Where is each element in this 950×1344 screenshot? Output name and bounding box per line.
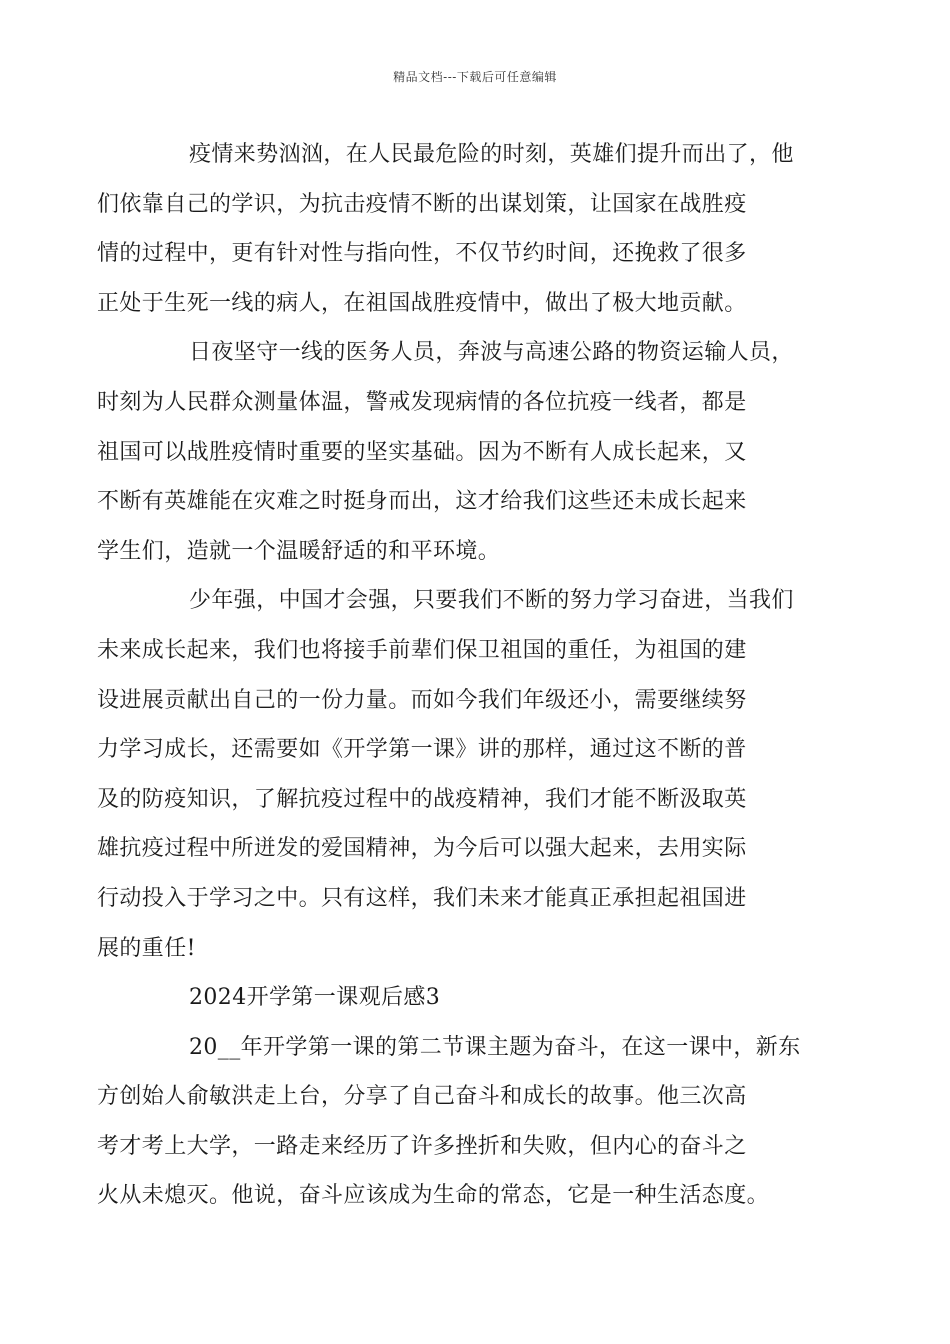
- text-line: 学生们，造就一个温暖舒适的和平环境。: [97, 538, 501, 564]
- text-line: 及的防疫知识，了解抗疫过程中的战疫精神，我们才能不断汲取英: [97, 786, 747, 812]
- page-header: 精品文档---下载后可任意编辑: [393, 70, 557, 84]
- text-line: 疫情来势汹汹，在人民最危险的时刻，英雄们提升而出了，他: [189, 142, 794, 167]
- paragraph-2: [97, 328, 807, 576]
- text-line: 未来成长起来，我们也将接手前辈们保卫祖国的重任，为祖国的建: [97, 637, 747, 663]
- text-line: 雄抗疫过程中所迸发的爱国精神，为今后可以强大起来，去用实际: [97, 836, 747, 862]
- text-line: 设进展贡献出自己的一份力量。而如今我们年级还小，需要继续努: [97, 687, 747, 713]
- text-line: 正处于生死一线的病人，在祖国战胜疫情中，做出了极大地贡献。: [97, 290, 747, 316]
- paragraph-3: [97, 576, 807, 973]
- text-line: 行动投入于学习之中。只有这样，我们未来才能真正承担起祖国进: [97, 885, 747, 911]
- text-line: 少年强，中国才会强，只要我们不断的努力学习奋进，当我们: [189, 588, 794, 614]
- text-line: 展的重任!: [97, 935, 196, 961]
- text-line: 火从未熄灭。他说，奋斗应该成为生命的常态，它是一种生活态度。: [97, 1183, 770, 1209]
- heading-text: 2024开学第一课观后感3: [189, 985, 441, 1011]
- text-line: 日夜坚守一线的医务人员，奔波与高速公路的物资运输人员，: [189, 340, 794, 366]
- text-line: 们依靠自己的学识，为抗击疫情不断的出谋划策，让国家在战胜疫: [97, 191, 747, 217]
- text-line: 力学习成长，还需要如《开学第一课》讲的那样，通过这不断的普: [97, 737, 747, 763]
- text-line: 情的过程中，更有针对性与指向性，不仅节约时间，还挽救了很多: [97, 241, 747, 267]
- text-line: 时刻为人民群众测量体温，警戒发现病情的各位抗疫一线者，都是: [97, 389, 747, 415]
- text-line: 方创始人俞敏洪走上台，分享了自己奋斗和成长的故事。他三次高: [97, 1084, 747, 1110]
- section-heading: [143, 973, 807, 1023]
- document-body: [97, 130, 807, 1221]
- paragraph-4: [97, 1023, 807, 1221]
- paragraph-1: [97, 130, 807, 328]
- text-line: 考才考上大学，一路走来经历了许多挫折和失败，但内心的奋斗之: [97, 1133, 747, 1159]
- text-line: 20__年开学第一课的第二节课主题为奋斗，在这一课中，新东: [189, 1034, 801, 1060]
- text-line: 不断有英雄能在灾难之时挺身而出，这才给我们这些还未成长起来: [97, 489, 747, 515]
- text-line: 祖国可以战胜疫情时重要的坚实基础。因为不断有人成长起来，又: [97, 439, 747, 465]
